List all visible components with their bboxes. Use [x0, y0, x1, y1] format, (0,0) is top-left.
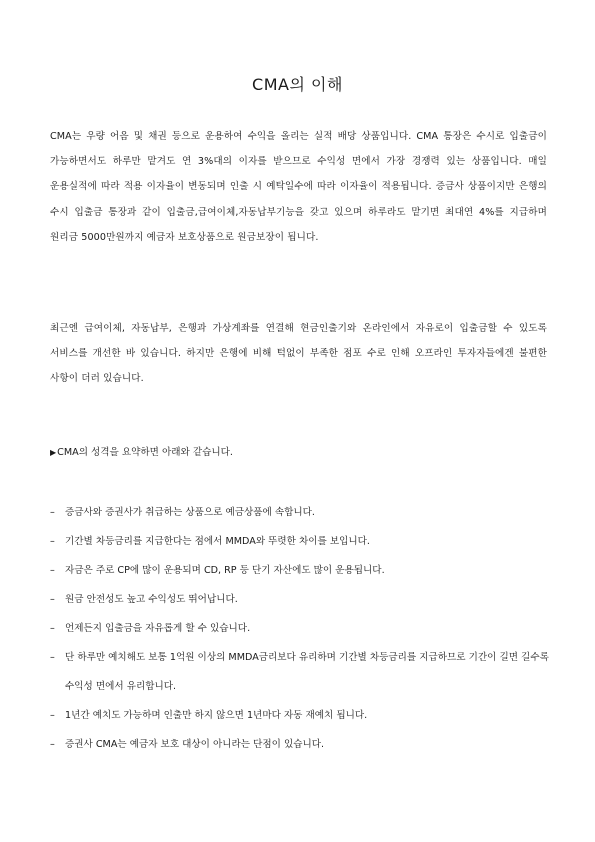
intro-paragraph: CMA는 우량 어음 및 채권 등으로 운용하여 수익을 올리는 실적 배당 상품입니다. CMA 통장은 수시로 입출금이 가능하면서도 하루만 맡겨도 연 3%대의 이자를 받으므로 수익성 면에서 가장 경쟁력 있는 상품입니다. 매일 운용실적에 따라 적용 이자율이 변동되며 인출 시 예탁일수에 따라 이자율이 적용됩니다. 증금사 상품이지만 은행의 수시 입출금 통장과 같이 입출금,급여이체,자동납부기능을 갖고 있으며 하루라도 맡기면 최대연 4%를 지급하며 원리금 5000만원까지 예금자 보호상품으로 원금보장이 됩니다. — [50, 131, 547, 243]
list-item-text: 1년간 예치도 가능하며 인출만 하지 않으면 1년마다 자동 재예치 됩니다. — [65, 710, 368, 721]
list-item — [50, 498, 550, 527]
list-item-text: 증권사 CMA는 예금자 보호 대상이 아니라는 단점이 있습니다. — [65, 739, 325, 750]
summary-heading — [50, 443, 233, 463]
characteristics-list — [50, 498, 550, 759]
dash-marker: – — [50, 652, 55, 663]
dash-marker: – — [50, 739, 55, 750]
list-item-text: 증금사와 증권사가 취급하는 상품으로 예금상품에 속합니다. — [65, 507, 315, 518]
dash-marker: – — [50, 594, 55, 605]
page-title: CMA의 이해 — [252, 75, 343, 94]
list-item — [50, 585, 550, 614]
list-item-text: 자금은 주로 CP에 많이 운용되며 CD, RP 등 단기 자산에도 많이 운용됩니다. — [65, 565, 385, 576]
list-item — [50, 614, 550, 643]
list-item-text: 기간별 차등금리를 지급한다는 점에서 MMDA와 뚜렷한 차이를 보입니다. — [65, 536, 370, 547]
dash-marker: – — [50, 623, 55, 634]
dash-marker: – — [50, 507, 55, 518]
list-item — [50, 556, 550, 585]
service-paragraph: 최근엔 급여이체, 자동납부, 은행과 가상계좌를 연결해 현금인출기와 온라인에서 자유로이 입출금할 수 있도록 서비스를 개선한 바 있습니다. 하지만 은행에 비해 턱없이 부족한 점포 수로 인해 오프라인 투자자들에겐 불편한 사항이 더러 있습니다. — [50, 323, 547, 385]
list-item — [50, 643, 550, 701]
dash-marker: – — [50, 710, 55, 721]
list-item — [50, 730, 550, 759]
list-item-text: 언제든지 입출금을 자유롭게 할 수 있습니다. — [65, 623, 251, 634]
triangle-marker-icon: ▶ — [50, 448, 57, 457]
list-item-text: 원금 안전성도 높고 수익성도 뛰어납니다. — [65, 594, 238, 605]
dash-marker: – — [50, 565, 55, 576]
summary-text: CMA의 성격을 요약하면 아래와 같습니다. — [57, 447, 233, 458]
list-item-text: 단 하루만 예치해도 보통 1억원 이상의 MMDA금리보다 유리하며 기간별 차등금리를 지급하므로 기간이 길면 길수록 수익성 면에서 유리합니다. — [65, 652, 549, 692]
list-item — [50, 527, 550, 556]
list-item — [50, 701, 550, 730]
dash-marker: – — [50, 536, 55, 547]
